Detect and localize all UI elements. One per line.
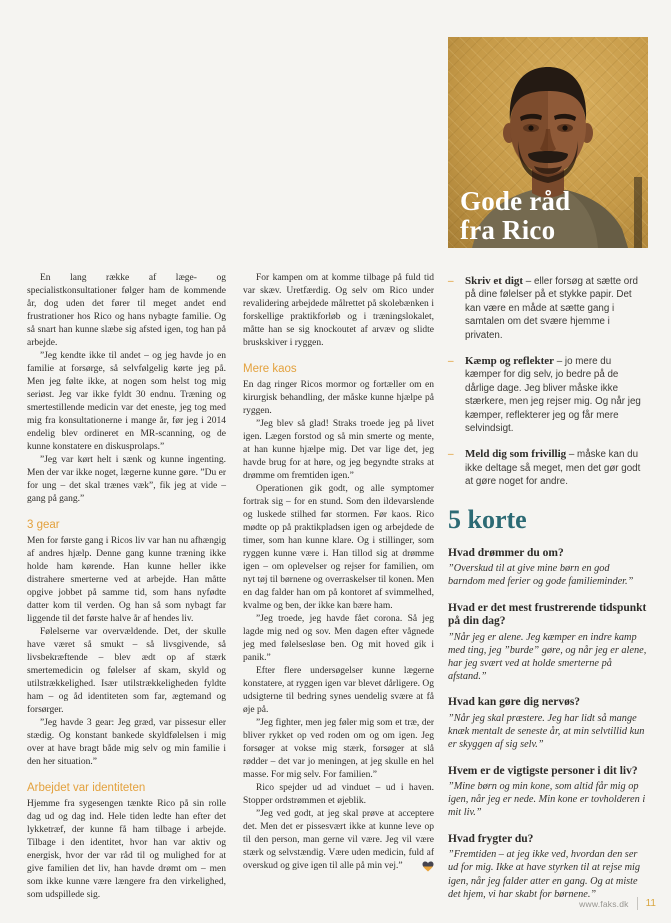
- footer-divider: [637, 897, 638, 910]
- qa-item: [448, 696, 648, 751]
- paragraph: Hjemme fra sygesengen tænkte Rico på sin rolle dag ud og dag ind. Hele tiden ledte han efter det lykketræf, der kunne få ham tilbage i arbejde. Tilbage i den identitet, hvor han var aktiv og energisk, hvor der var råd til og mulighed for at give familien det liv, han havde drømt om – men som ikke kunne være længere fra den virkelighed, som udspillede sig.: [27, 799, 226, 900]
- paragraph: ”Jeg kendte ikke til andet – og jeg havde jo en familie at forsørge, så selvfølgelig kørte jeg på. Men jeg følte ikke, at nogen som helst tog mig seriøst. Jeg var ikke fyldt 30 endnu. Træning og smertestillende medicin var det eneste, jeg tog med mig fra konsultationerne i mange år, før jeg i 2014 endelig blev ordineret en MR-scanning, og de kunne konstatere en diskusprolaps.”: [27, 351, 226, 452]
- dash-bullet-icon: –: [448, 448, 454, 461]
- paragraph: ”Jeg havde 3 gear: Jeg græd, var pissesur eller stædig. Og konstant bankede skyldfølelsen i mig over at have bragt både mig selv og min familie i den her situation.”: [27, 718, 226, 767]
- heart-icon: [409, 861, 434, 872]
- advice-text: [465, 448, 648, 488]
- website-link[interactable]: www.faks.dk: [579, 898, 629, 909]
- paragraph-text: ”Jeg ved godt, at jeg skal prøve at acceptere det. Men det er pissesvært ikke at kunne leve op til den person, man gerne vil være. Jeg vil være stærk og selvstændig. Være uden medicin, fuld af overskud og give igen til alle på min vej.”: [243, 809, 434, 871]
- question: Hvad kan gøre dig nervøs?: [448, 696, 581, 709]
- advice-text: [465, 275, 648, 342]
- advice-lead: Kæmp og reflekter: [465, 355, 554, 368]
- paragraph: ”Jeg blev så glad! Straks troede jeg på livet igen. Lægen forstod og så min smerte og mente, at han kunne hjælpe mig. Det var lige det, jeg havde brug for at høre, og jeg begyndte straks at drømme om fremtiden igen.”: [243, 419, 434, 481]
- answer: ”Når jeg skal præstere. Jeg har lidt så mange knæk mentalt de seneste år, at min selvtillid kun er skyggen af sig selv.”: [448, 712, 645, 751]
- paragraph: For kampen om at komme tilbage på fuld tid var skæv. Uretfærdig. Og selv om Rico under revalidering arbejdede målrettet på skolebænken i forskellige praktikforløb og i træningslokalet, måtte han se sig knockoutet af arvæv og slidte bruskskiver i ryggen.: [243, 273, 434, 348]
- advice-body: – måske kan du ikke deltage så meget, men det gør godt at gøre noget for andre.: [465, 449, 641, 488]
- section-heading-3-gear: 3 gear: [27, 519, 60, 531]
- paragraph: ”Jeg fighter, men jeg føler mig som et træ, der bliver rykket op ved roden om og om igen. Jeg forsøger at vokse mig stærk, forsøger at slå rødder – det var jo meningen, at jeg skulle en hel masse. For mig selv. For familien.”: [243, 718, 434, 780]
- dash-bullet-icon: –: [448, 275, 454, 287]
- article-column-2: [243, 272, 434, 873]
- advice-text: [465, 355, 648, 435]
- qa-item: [448, 602, 648, 684]
- paragraph: Følelserne var overvældende. Det, der skulle have været så smukt – så livsgivende, så livsbekræftende – blev ædt op af stærk smertemedicin og følelser af skam, skyld og utilstrækkelighed. Især utilstrækkeligheden fyldte ham – og åd identiteten som far, ægtemand og forsørger.: [27, 627, 226, 715]
- question: Hvad er det mest frustrerende tidspunkt på din dag?: [448, 601, 647, 628]
- portrait-title-line2: fra Rico: [460, 214, 556, 245]
- paragraph: ”Jeg var kørt helt i sænk og kunne ingenting. Men der var ikke noget, lægerne kunne gøre. ”Du er for ung – det skal trænes væk”, fik jeg at vide – gang på gang.”: [27, 455, 226, 504]
- advice-body: – jo mere du kæmper for dig selv, jo bedre på de dårlige dage. Jeg bliver måske ikke stærkere, men jeg rejser mig. Og når jeg kæmper, reflekterer jeg og får mere selvindsigt.: [465, 356, 641, 435]
- qa-item: [448, 765, 648, 820]
- sidebar: [448, 37, 648, 914]
- paragraph: ”Jeg troede, jeg havde fået corona. Så jeg lagde mig ned og sov. Men dagen efter vågnede jeg med følelsesløse ben. Og mit hoved gik i panik.”: [243, 614, 434, 663]
- page-footer: [579, 897, 656, 910]
- article-column-1: [27, 272, 226, 902]
- advice-item: [448, 355, 648, 435]
- portrait-photo: [448, 37, 648, 248]
- advice-item: [448, 275, 648, 342]
- paragraph: En lang række af læge- og specialistkonsultationer følger ham de kommende år, dog uden det fører til meget andet end frustrationer hos Rico og hans nybagte familie. Og så snart han kunne slæbe sig afsted igen, tog han på arbejde.: [27, 273, 226, 348]
- paragraph: Efter flere undersøgelser kunne lægerne konstatere, at ryggen igen var blevet dårligere. Og udsigterne til bedring synes uendelig svære at få øje på.: [243, 666, 434, 715]
- advice-lead: Meld dig som frivillig: [465, 448, 567, 461]
- advice-body: – eller forsøg at sætte ord på dine følelser på et stykke papir. Det kan være en måde at sætte gang i samtalen om det svære hjemme i privaten.: [465, 276, 638, 341]
- answer: ”Mine børn og min kone, som altid får mig op igen, når jeg er nede. Min kone er tovholderen i mit liv.”: [448, 781, 646, 819]
- portrait-title-line1: Gode råd: [460, 186, 571, 216]
- qa-item: [448, 547, 648, 589]
- portrait-title: [460, 187, 570, 244]
- five-short-heading: 5 korte: [448, 504, 527, 534]
- section-heading-mere-kaos: Mere kaos: [243, 363, 297, 375]
- advice-lead: Skriv et digt: [465, 275, 524, 287]
- answer: ”Når jeg er alene. Jeg kæmper en indre kamp med ting, jeg ”burde” gøre, og når jeg er alene, har jeg svært ved at holde smerterne på afstand.”: [448, 631, 647, 683]
- qa-item: [448, 833, 648, 901]
- paragraph: [243, 808, 434, 873]
- answer: ”Fremtiden – at jeg ikke ved, hvordan den ser ud for mig. Ikke at have styrken til at rejse mig igen, når jeg falder atter en gang. Og at miste det hjem, vi har skabt for børnene.”: [448, 849, 641, 900]
- qa-list: [448, 547, 648, 901]
- question: Hvad drømmer du om?: [448, 546, 564, 559]
- section-heading-arbejdet: Arbejdet var identiteten: [27, 782, 146, 794]
- paragraph: Operationen gik godt, og alle symptomer fortrak sig – for en stund. Som den ildevarslende og luskede stilhed før stormen. Før kaos. Rico mødte op på praktikpladsen igen og arbejdede de timer, som han kunne klare. Og i stillinger, som ryggen kunne være i. Han tillod sig at drømme igen – om oplevelser og rejser for familien, om nyt tøj til børnene og overraskelser til konen. Men en dag falder han om på kontoret af svimmelhed, kvalme og ben, der ikke kan bære ham.: [243, 484, 434, 611]
- advice-item: [448, 448, 648, 488]
- paragraph: Men for første gang i Ricos liv var han nu afhængig af andres hjælp. Denne gang kunne træning ikke holde ham kørende. Han kunne heller ikke distrahere smerterne ved at arbejde. Han måtte opgive jobbet på samme tid, som hans nyfødte datter kom til verden. Og han så som nybagt far liggende til det første halve år af hendes liv.: [27, 536, 226, 624]
- dash-bullet-icon: –: [448, 355, 454, 368]
- paragraph: Rico spejder ud ad vinduet – ud i haven. Stopper ordstrømmen et øjeblik.: [243, 783, 434, 806]
- page-number: 11: [645, 898, 656, 909]
- question: Hvem er de vigtigste personer i dit liv?: [448, 764, 638, 777]
- advice-list: [448, 275, 648, 489]
- answer: ”Overskud til at give mine børn en god barndom med ferier og gode familieminder.”: [448, 563, 634, 588]
- paragraph: En dag ringer Ricos mormor og fortæller om en kirurgisk behandling, der måske kunne hjælpe på ryggen.: [243, 380, 434, 416]
- question: Hvad frygter du?: [448, 832, 534, 845]
